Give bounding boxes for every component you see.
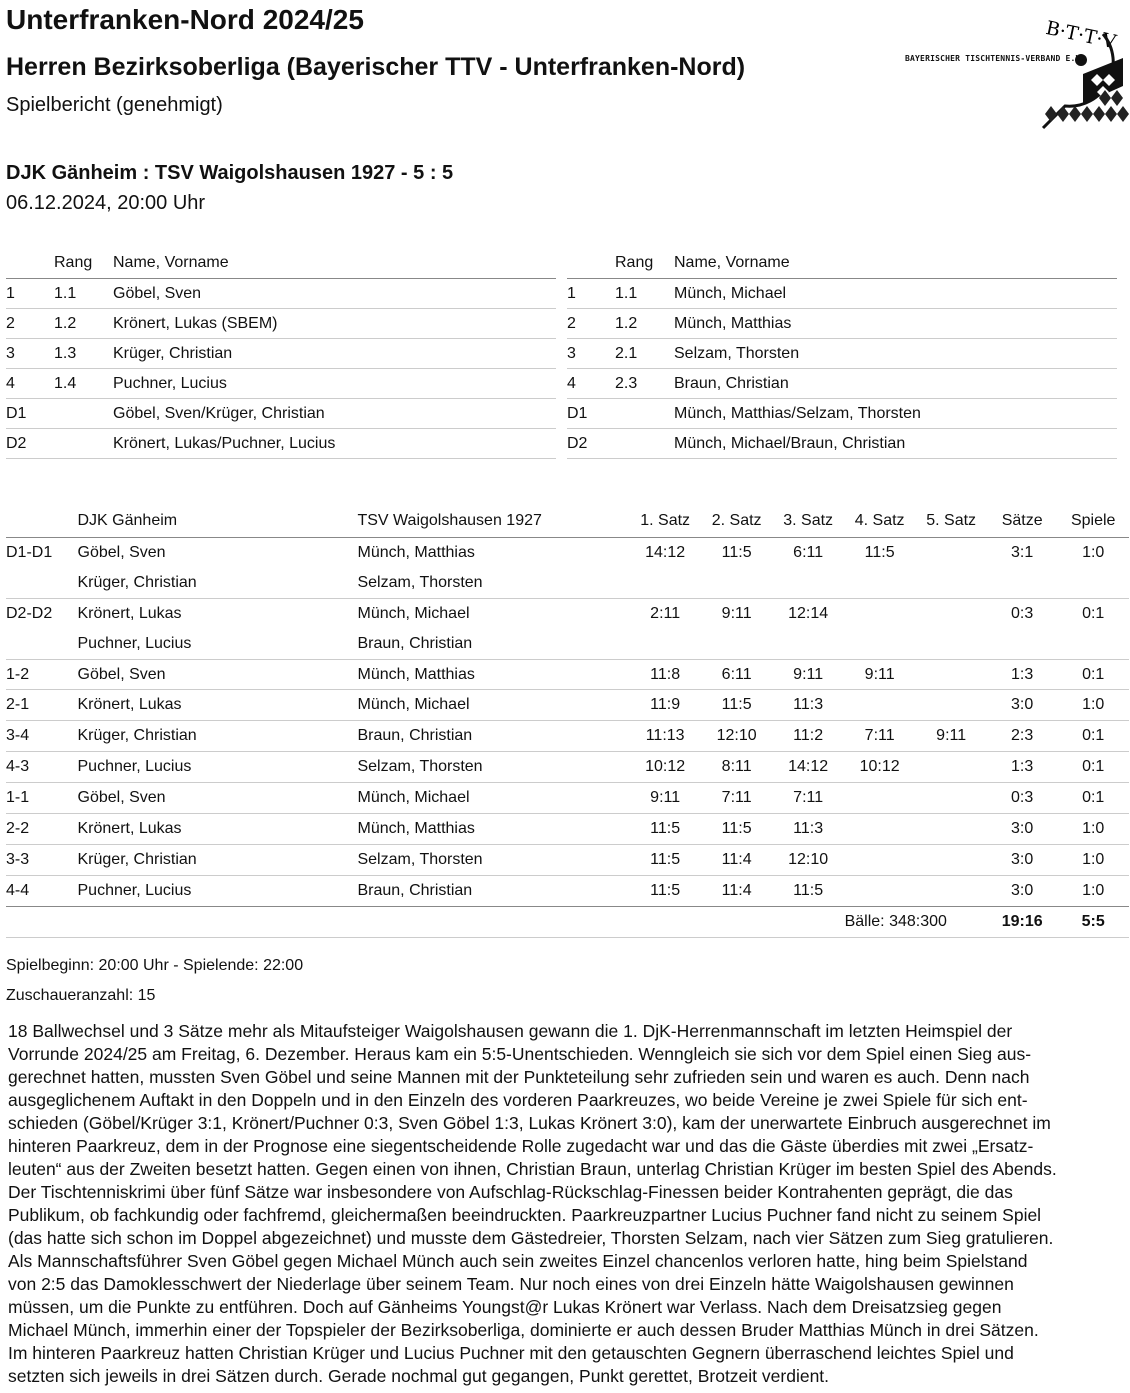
set-cell xyxy=(844,690,916,721)
rank-cell xyxy=(615,429,674,459)
league-title: Herren Bezirksoberliga (Bayerischer TTV - Unterfranken-Nord) xyxy=(6,53,746,81)
report-line: Michael Münch, immerhin einer der Topspieler der Bezirksoberliga, dominierte er auch dessen Bruder Matthias Münch in drei Sätzen. xyxy=(8,1320,1039,1340)
rank-cell: 1.2 xyxy=(54,309,113,339)
name-cell: Braun, Christian xyxy=(674,369,1117,399)
set-cell: 11:3 xyxy=(772,690,844,721)
set-cell: 14:12 xyxy=(772,752,844,783)
pos-cell: 1-1 xyxy=(6,783,78,814)
name-cell: Münch, Michael xyxy=(674,279,1117,309)
set-cell xyxy=(915,814,987,845)
home-player-cell: Göbel, Sven xyxy=(77,543,166,561)
set-cell: 14:12 xyxy=(645,543,686,561)
set-cell: 11:5 xyxy=(772,875,844,906)
guest-player-cell: Münch, Michael xyxy=(357,604,470,622)
report-line: Publikum, ob fachkundig oder fachfremd, gleichermaßen beeindruckten. Paarkreuzpartner Lucius Puchner fand nicht zu seinem Spiel xyxy=(8,1205,1042,1225)
table-row xyxy=(6,339,556,369)
saetze-cell xyxy=(987,568,1058,598)
results-header-row xyxy=(6,505,1129,538)
name-cell: Göbel, Sven xyxy=(113,279,556,309)
saetze-cell: 3:0 xyxy=(987,875,1058,906)
table-row xyxy=(6,279,556,309)
table-row xyxy=(6,690,1129,721)
guest-lineup-table xyxy=(567,248,1117,459)
spiele-cell xyxy=(1057,629,1129,659)
rank-cell xyxy=(615,399,674,429)
pos-cell xyxy=(6,629,78,659)
set-cell xyxy=(915,875,987,906)
set5-header: 5. Satz xyxy=(915,505,987,538)
set-cell xyxy=(629,568,701,598)
pos-cell: 3 xyxy=(6,339,54,369)
saetze-total: 19:16 xyxy=(987,906,1058,937)
set-cell: 9:11 xyxy=(772,659,844,690)
match-report xyxy=(8,1020,1130,1388)
set-cell: 11:5 xyxy=(629,844,701,875)
set-cell: 7:11 xyxy=(772,783,844,814)
rank-cell: 2.3 xyxy=(615,369,674,399)
set-cell: 9:11 xyxy=(629,783,701,814)
set-cell xyxy=(844,875,916,906)
report-type: Spielbericht (genehmigt) xyxy=(6,94,223,116)
table-row xyxy=(6,659,1129,690)
pos-cell: 4-4 xyxy=(6,875,78,906)
home-player-cell: Göbel, Sven xyxy=(78,783,358,814)
table-row xyxy=(6,568,1129,598)
spiele-cell: 0:1 xyxy=(1082,604,1105,622)
home-team-header: DJK Gänheim xyxy=(78,505,358,538)
table-row xyxy=(6,399,556,429)
set-cell xyxy=(701,629,773,659)
rank-cell: 1.4 xyxy=(54,369,113,399)
spectator-count: Zuschaueranzahl: 15 xyxy=(6,987,156,1004)
set-cell xyxy=(772,568,844,598)
guest-player-cell: Braun, Christian xyxy=(357,875,629,906)
pos-cell: 2-2 xyxy=(6,814,78,845)
pos-cell: 1-2 xyxy=(6,659,78,690)
set-cell: 7:11 xyxy=(844,721,916,752)
spiele-cell: 1:0 xyxy=(1082,543,1105,561)
name-cell: Münch, Matthias xyxy=(674,309,1117,339)
balls-total: Bälle: 348:300 xyxy=(629,906,987,937)
rank-cell xyxy=(54,429,113,459)
set-cell: 11:13 xyxy=(629,721,701,752)
set-cell: 6:11 xyxy=(793,543,824,561)
set-cell xyxy=(915,783,987,814)
set-cell: 11:5 xyxy=(864,543,895,561)
report-line: ausgeglichenem Auftakt in den Doppeln und in den Einzeln des vorderen Paarkreuzes, wo beide Vereine je zwei Spiele für sich ent- xyxy=(8,1090,1028,1110)
table-row xyxy=(6,598,1129,628)
name-header: Name, Vorname xyxy=(113,248,556,279)
set-cell xyxy=(915,844,987,875)
saetze-cell xyxy=(987,629,1058,659)
set-cell: 11:9 xyxy=(629,690,701,721)
report-line: (das hatte sich schon im Doppel abgezeichnet) und musste dem Gästedreier, Thorsten Selzam, nach vier Sätzen zum Sieg gratulieren. xyxy=(8,1228,1054,1248)
spiele-cell: 1:0 xyxy=(1057,844,1129,875)
table-row xyxy=(6,429,556,459)
pos-cell: 2 xyxy=(6,309,54,339)
set-cell xyxy=(844,568,916,598)
report-line: Vorrunde 2024/25 am Freitag, 6. Dezember. Heraus kam ein 5:5-Unentschieden. Wenngleich sie sich vor dem Spiel einen Sieg aus- xyxy=(8,1044,1032,1064)
saetze-cell: 0:3 xyxy=(987,783,1058,814)
set-cell: 11:5 xyxy=(629,814,701,845)
set-cell xyxy=(915,538,987,568)
pos-cell: 3-3 xyxy=(6,844,78,875)
set-cell: 9:11 xyxy=(844,659,916,690)
report-line: setzten sich jeweils in drei Sätzen durch. Gerade nochmal gut gegangen, Punkt gerettet, Brotzeit verdient. xyxy=(8,1366,830,1386)
pos-cell: D2-D2 xyxy=(6,604,53,622)
pos-cell: D1-D1 xyxy=(6,543,53,561)
set-cell: 12:10 xyxy=(772,844,844,875)
set-cell: 11:4 xyxy=(701,844,773,875)
saetze-cell: 3:0 xyxy=(987,814,1058,845)
report-line: Im hinteren Paarkreuz hatten Christian Krüger und Lucius Puchner mit den getauschten Gegnern überraschend leichtes Spiel und xyxy=(8,1343,1014,1363)
spiele-cell: 0:1 xyxy=(1057,659,1129,690)
table-row xyxy=(567,429,1117,459)
set-cell xyxy=(915,752,987,783)
home-player-cell: Göbel, Sven xyxy=(78,659,358,690)
saetze-cell: 0:3 xyxy=(1011,604,1034,622)
table-row xyxy=(567,279,1117,309)
pos-cell: 3 xyxy=(567,339,615,369)
guest-player-cell: Selzam, Thorsten xyxy=(357,844,629,875)
home-player-cell: Krüger, Christian xyxy=(78,568,358,598)
set-cell xyxy=(844,629,916,659)
set-cell xyxy=(844,814,916,845)
spiele-cell: 0:1 xyxy=(1057,752,1129,783)
spiele-cell: 1:0 xyxy=(1057,690,1129,721)
spiele-header: Spiele xyxy=(1057,505,1129,538)
set-cell: 8:11 xyxy=(701,752,773,783)
season-title: Unterfranken-Nord 2024/25 xyxy=(6,4,364,35)
set-cell: 11:5 xyxy=(629,875,701,906)
report-line: gerechnet hatten, mussten Sven Göbel und seine Mannen mit der Punkteteilung sehr zufrieden sein und waren es auch. Denn nach xyxy=(8,1067,1030,1087)
report-line: leuten“ aus der Zweiten besetzt hatten. Gegen einen von ihnen, Christian Braun, unterlag Christian Krüger im besten Spiel des Abends. xyxy=(8,1159,1057,1179)
set-cell xyxy=(629,629,701,659)
home-player-cell: Krönert, Lukas xyxy=(78,690,358,721)
pos-cell: 4 xyxy=(6,369,54,399)
set-cell: 11:5 xyxy=(701,690,773,721)
set2-header: 2. Satz xyxy=(701,505,773,538)
saetze-cell: 3:0 xyxy=(987,844,1058,875)
pos-cell: 1 xyxy=(567,279,615,309)
name-cell: Münch, Michael/Braun, Christian xyxy=(674,429,1117,459)
home-player-cell: Puchner, Lucius xyxy=(78,875,358,906)
report-line: von 2:5 das Damoklesschwert der Niederlage über seinem Team. Nur noch eines von drei Einzeln hätte Waigolshausen gewinnen xyxy=(8,1274,1014,1294)
table-row xyxy=(567,309,1117,339)
set-cell xyxy=(772,629,844,659)
report-line: müssen, um die Punkte zu entführen. Doch auf Gänheims Youngst@r Lukas Krönert war Verlass. Nach dem Dreisatzsieg gegen xyxy=(8,1297,1002,1317)
table-row xyxy=(6,538,1129,568)
table-row xyxy=(567,399,1117,429)
set-cell xyxy=(844,598,916,628)
home-player-cell: Krönert, Lukas xyxy=(78,814,358,845)
table-row xyxy=(6,309,556,339)
home-player-cell: Krüger, Christian xyxy=(78,844,358,875)
pos-cell: 2-1 xyxy=(6,690,78,721)
saetze-cell: 2:3 xyxy=(987,721,1058,752)
results-table xyxy=(6,505,1129,938)
set-cell: 12:10 xyxy=(701,721,773,752)
set-cell: 11:5 xyxy=(701,814,773,845)
pos-cell: 4-3 xyxy=(6,752,78,783)
set-cell xyxy=(701,568,773,598)
spiele-cell xyxy=(1057,568,1129,598)
set-cell xyxy=(844,783,916,814)
match-datetime: 06.12.2024, 20:00 Uhr xyxy=(6,192,206,214)
table-row xyxy=(6,844,1129,875)
table-row xyxy=(6,629,1129,659)
pos-cell: 2 xyxy=(567,309,615,339)
guest-player-cell: Selzam, Thorsten xyxy=(357,752,629,783)
table-row xyxy=(6,721,1129,752)
guest-player-cell: Münch, Matthias xyxy=(357,814,629,845)
saetze-header: Sätze xyxy=(987,505,1058,538)
set-cell: 11:8 xyxy=(629,659,701,690)
logo-emblem-icon xyxy=(905,14,1130,132)
set-cell xyxy=(915,629,987,659)
guest-player-cell: Braun, Christian xyxy=(357,721,629,752)
rank-cell: 1.1 xyxy=(54,279,113,309)
set4-header: 4. Satz xyxy=(844,505,916,538)
pos-cell: 3-4 xyxy=(6,721,78,752)
bttv-logo xyxy=(905,14,1130,132)
rank-cell: 1.3 xyxy=(54,339,113,369)
pos-cell: 4 xyxy=(567,369,615,399)
set1-header: 1. Satz xyxy=(629,505,701,538)
pos-cell: D1 xyxy=(567,399,615,429)
set-cell xyxy=(844,844,916,875)
saetze-cell: 1:3 xyxy=(987,659,1058,690)
name-cell: Selzam, Thorsten xyxy=(674,339,1117,369)
name-cell: Münch, Matthias/Selzam, Thorsten xyxy=(674,399,1117,429)
guest-team-header: TSV Waigolshausen 1927 xyxy=(357,505,629,538)
guest-player-cell: Braun, Christian xyxy=(357,629,629,659)
spiele-cell: 0:1 xyxy=(1057,721,1129,752)
lineup-header-row xyxy=(567,248,1117,279)
set-cell: 11:4 xyxy=(701,875,773,906)
pos-cell: D1 xyxy=(6,399,54,429)
logo-letters: B·T·T·V xyxy=(1043,17,1118,54)
report-line: schieden (Göbel/Krüger 3:1, Krönert/Puchner 0:3, Sven Göbel 1:3, Lukas Krönert 3:0), kam der unerwartete Einbruch ausgerechnet im xyxy=(8,1113,1051,1133)
pos-cell xyxy=(6,568,78,598)
set-cell: 9:11 xyxy=(915,721,987,752)
table-row xyxy=(567,369,1117,399)
set-cell: 12:14 xyxy=(788,604,829,622)
set-cell: 11:2 xyxy=(772,721,844,752)
table-row xyxy=(6,875,1129,906)
table-row xyxy=(6,783,1129,814)
name-cell: Krönert, Lukas (SBEM) xyxy=(113,309,556,339)
spiele-cell: 1:0 xyxy=(1057,814,1129,845)
pos-cell: 1 xyxy=(6,279,54,309)
rank-header: Rang xyxy=(615,248,674,279)
set-cell: 11:3 xyxy=(772,814,844,845)
report-line: Als Mannschaftsführer Sven Göbel gegen Michael Münch auch sein zweites Einzel chancenlos verloren hatte, hing beim Spielstand xyxy=(8,1251,1028,1271)
match-times: Spielbeginn: 20:00 Uhr - Spielende: 22:00 xyxy=(6,957,304,974)
report-line: 18 Ballwechsel und 3 Sätze mehr als Mitaufsteiger Waigolshausen gewann die 1. DjK-Herrenmannschaft im letzten Heimspiel der xyxy=(8,1021,1013,1041)
home-player-cell: Puchner, Lucius xyxy=(78,629,358,659)
lineup-header-row xyxy=(6,248,556,279)
name-header: Name, Vorname xyxy=(674,248,1117,279)
home-player-cell: Krönert, Lukas xyxy=(77,604,182,622)
name-cell: Krüger, Christian xyxy=(113,339,556,369)
set-cell xyxy=(915,659,987,690)
table-row xyxy=(6,752,1129,783)
set-cell: 10:12 xyxy=(629,752,701,783)
guest-player-cell: Selzam, Thorsten xyxy=(357,568,629,598)
set-cell: 6:11 xyxy=(701,659,773,690)
report-line: Der Tischtenniskrimi über fünf Sätze war insbesondere von Aufschlag-Rückschlag-Finessen beider Kontrahenten geprägt, die das xyxy=(8,1182,1013,1202)
totals-row xyxy=(6,906,1129,937)
set-cell: 10:12 xyxy=(844,752,916,783)
rank-cell: 1.1 xyxy=(615,279,674,309)
guest-player-cell: Münch, Matthias xyxy=(357,659,629,690)
set-cell: 7:11 xyxy=(701,783,773,814)
rank-header: Rang xyxy=(54,248,113,279)
home-lineup-table xyxy=(6,248,556,459)
home-player-cell: Puchner, Lucius xyxy=(78,752,358,783)
guest-player-cell: Münch, Michael xyxy=(357,783,629,814)
match-title: DJK Gänheim : TSV Waigolshausen 1927 - 5 : 5 xyxy=(6,162,454,184)
pos-cell: D2 xyxy=(567,429,615,459)
set-cell: 11:5 xyxy=(721,543,752,561)
rank-cell xyxy=(54,399,113,429)
saetze-cell: 3:1 xyxy=(1011,543,1034,561)
table-row xyxy=(567,339,1117,369)
guest-player-cell: Münch, Michael xyxy=(357,690,629,721)
name-cell: Krönert, Lukas/Puchner, Lucius xyxy=(113,429,556,459)
saetze-cell: 1:3 xyxy=(987,752,1058,783)
spiele-total: 5:5 xyxy=(1057,906,1129,937)
logo-text: BAYERISCHER TISCHTENNIS-VERBAND E.V. xyxy=(905,54,1086,63)
set-cell xyxy=(915,690,987,721)
rank-cell: 2.1 xyxy=(615,339,674,369)
set-cell xyxy=(915,598,987,628)
report-line: hinteren Paarkreuz, dem in der Prognose eine siegentscheidende Rolle zugedacht war und das die Gäste überdies mit zwei „Ersatz- xyxy=(8,1136,1034,1156)
saetze-cell: 3:0 xyxy=(987,690,1058,721)
table-row xyxy=(6,369,556,399)
set-cell xyxy=(915,568,987,598)
rank-cell: 1.2 xyxy=(615,309,674,339)
guest-player-cell: Münch, Matthias xyxy=(357,543,475,561)
table-row xyxy=(6,814,1129,845)
home-player-cell: Krüger, Christian xyxy=(78,721,358,752)
spiele-cell: 1:0 xyxy=(1057,875,1129,906)
name-cell: Göbel, Sven/Krüger, Christian xyxy=(113,399,556,429)
set-cell: 9:11 xyxy=(721,604,752,622)
name-cell: Puchner, Lucius xyxy=(113,369,556,399)
set-cell: 2:11 xyxy=(650,604,681,622)
spiele-cell: 0:1 xyxy=(1057,783,1129,814)
pos-cell: D2 xyxy=(6,429,54,459)
set3-header: 3. Satz xyxy=(772,505,844,538)
